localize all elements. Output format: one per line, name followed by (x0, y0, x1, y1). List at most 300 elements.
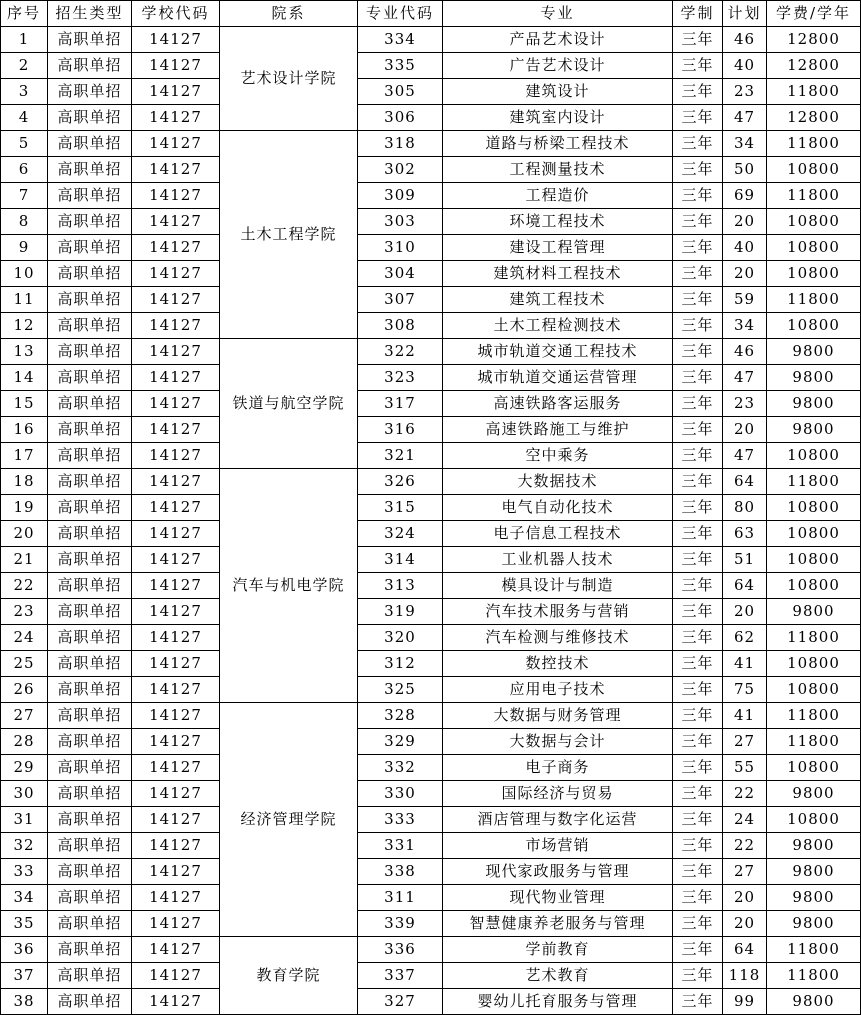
cell-duration: 三年 (673, 183, 723, 209)
cell-duration: 三年 (673, 937, 723, 963)
cell-major: 现代物业管理 (443, 885, 673, 911)
cell-duration: 三年 (673, 755, 723, 781)
cell-seq: 2 (1, 53, 48, 79)
cell-duration: 三年 (673, 703, 723, 729)
cell-school-code: 14127 (132, 547, 220, 573)
table-row (1, 781, 861, 807)
cell-major: 数控技术 (443, 651, 673, 677)
cell-major-code: 318 (358, 131, 443, 157)
cell-department: 艺术设计学院 (220, 27, 358, 131)
table-row (1, 651, 861, 677)
cell-school-code: 14127 (132, 963, 220, 989)
cell-major: 应用电子技术 (443, 677, 673, 703)
cell-enroll-type: 高职单招 (48, 521, 132, 547)
cell-major: 电子商务 (443, 755, 673, 781)
cell-tuition: 12800 (767, 53, 861, 79)
cell-plan: 24 (723, 807, 767, 833)
cell-major-code: 308 (358, 313, 443, 339)
cell-major-code: 322 (358, 339, 443, 365)
cell-duration: 三年 (673, 235, 723, 261)
cell-school-code: 14127 (132, 859, 220, 885)
cell-major: 环境工程技术 (443, 209, 673, 235)
cell-tuition: 9800 (767, 833, 861, 859)
table-row (1, 313, 861, 339)
header-plan: 计划 (723, 1, 767, 27)
cell-tuition: 12800 (767, 105, 861, 131)
cell-plan: 63 (723, 521, 767, 547)
cell-tuition: 11800 (767, 287, 861, 313)
cell-seq: 27 (1, 703, 48, 729)
cell-major-code: 304 (358, 261, 443, 287)
cell-major: 工业机器人技术 (443, 547, 673, 573)
cell-plan: 62 (723, 625, 767, 651)
cell-school-code: 14127 (132, 521, 220, 547)
cell-tuition: 9800 (767, 885, 861, 911)
cell-plan: 40 (723, 235, 767, 261)
cell-tuition: 10800 (767, 235, 861, 261)
cell-major: 建筑材料工程技术 (443, 261, 673, 287)
cell-tuition: 11800 (767, 469, 861, 495)
cell-major-code: 311 (358, 885, 443, 911)
cell-major-code: 305 (358, 79, 443, 105)
cell-plan: 75 (723, 677, 767, 703)
cell-major: 大数据与会计 (443, 729, 673, 755)
cell-duration: 三年 (673, 339, 723, 365)
cell-enroll-type: 高职单招 (48, 625, 132, 651)
cell-duration: 三年 (673, 495, 723, 521)
cell-major: 建设工程管理 (443, 235, 673, 261)
cell-major-code: 338 (358, 859, 443, 885)
cell-enroll-type: 高职单招 (48, 495, 132, 521)
cell-major: 建筑工程技术 (443, 287, 673, 313)
cell-enroll-type: 高职单招 (48, 547, 132, 573)
cell-enroll-type: 高职单招 (48, 963, 132, 989)
cell-school-code: 14127 (132, 651, 220, 677)
cell-major: 婴幼儿托育服务与管理 (443, 989, 673, 1015)
cell-major-code: 329 (358, 729, 443, 755)
cell-enroll-type: 高职单招 (48, 807, 132, 833)
cell-enroll-type: 高职单招 (48, 573, 132, 599)
cell-tuition: 9800 (767, 599, 861, 625)
cell-plan: 20 (723, 209, 767, 235)
table-row (1, 521, 861, 547)
cell-plan: 20 (723, 911, 767, 937)
cell-plan: 80 (723, 495, 767, 521)
cell-department: 汽车与机电学院 (220, 469, 358, 703)
cell-plan: 41 (723, 651, 767, 677)
table-row (1, 495, 861, 521)
cell-duration: 三年 (673, 79, 723, 105)
cell-tuition: 10800 (767, 807, 861, 833)
cell-enroll-type: 高职单招 (48, 27, 132, 53)
table-row (1, 807, 861, 833)
cell-enroll-type: 高职单招 (48, 365, 132, 391)
cell-department: 经济管理学院 (220, 703, 358, 937)
table-body (1, 27, 861, 1015)
cell-tuition: 10800 (767, 755, 861, 781)
cell-major: 市场营销 (443, 833, 673, 859)
cell-tuition: 10800 (767, 443, 861, 469)
cell-seq: 34 (1, 885, 48, 911)
cell-plan: 64 (723, 573, 767, 599)
cell-enroll-type: 高职单招 (48, 833, 132, 859)
table-row (1, 989, 861, 1015)
cell-major-code: 324 (358, 521, 443, 547)
cell-enroll-type: 高职单招 (48, 235, 132, 261)
cell-school-code: 14127 (132, 287, 220, 313)
cell-tuition: 10800 (767, 651, 861, 677)
cell-plan: 20 (723, 885, 767, 911)
cell-tuition: 11800 (767, 937, 861, 963)
cell-duration: 三年 (673, 651, 723, 677)
cell-duration: 三年 (673, 131, 723, 157)
cell-enroll-type: 高职单招 (48, 755, 132, 781)
cell-seq: 28 (1, 729, 48, 755)
cell-school-code: 14127 (132, 677, 220, 703)
cell-school-code: 14127 (132, 573, 220, 599)
table-row (1, 27, 861, 53)
cell-major-code: 339 (358, 911, 443, 937)
cell-major-code: 323 (358, 365, 443, 391)
cell-major: 酒店管理与数字化运营 (443, 807, 673, 833)
cell-duration: 三年 (673, 287, 723, 313)
cell-plan: 47 (723, 365, 767, 391)
cell-duration: 三年 (673, 157, 723, 183)
cell-major: 汽车技术服务与营销 (443, 599, 673, 625)
cell-school-code: 14127 (132, 183, 220, 209)
cell-school-code: 14127 (132, 417, 220, 443)
cell-seq: 14 (1, 365, 48, 391)
cell-major-code: 317 (358, 391, 443, 417)
table-row (1, 339, 861, 365)
cell-duration: 三年 (673, 53, 723, 79)
cell-plan: 27 (723, 859, 767, 885)
cell-duration: 三年 (673, 313, 723, 339)
cell-enroll-type: 高职单招 (48, 417, 132, 443)
cell-tuition: 10800 (767, 521, 861, 547)
cell-school-code: 14127 (132, 131, 220, 157)
cell-plan: 69 (723, 183, 767, 209)
cell-school-code: 14127 (132, 27, 220, 53)
cell-department: 土木工程学院 (220, 131, 358, 339)
header-enroll-type: 招生类型 (48, 1, 132, 27)
cell-seq: 6 (1, 157, 48, 183)
cell-school-code: 14127 (132, 469, 220, 495)
cell-seq: 31 (1, 807, 48, 833)
cell-major: 大数据技术 (443, 469, 673, 495)
cell-major: 广告艺术设计 (443, 53, 673, 79)
header-major: 专业 (443, 1, 673, 27)
cell-duration: 三年 (673, 859, 723, 885)
cell-seq: 20 (1, 521, 48, 547)
cell-tuition: 9800 (767, 781, 861, 807)
cell-school-code: 14127 (132, 989, 220, 1015)
cell-plan: 20 (723, 599, 767, 625)
cell-tuition: 10800 (767, 313, 861, 339)
cell-plan: 64 (723, 469, 767, 495)
cell-seq: 13 (1, 339, 48, 365)
cell-plan: 23 (723, 391, 767, 417)
table-row (1, 573, 861, 599)
cell-seq: 36 (1, 937, 48, 963)
cell-enroll-type: 高职单招 (48, 677, 132, 703)
cell-duration: 三年 (673, 911, 723, 937)
cell-tuition: 11800 (767, 79, 861, 105)
table-row (1, 859, 861, 885)
cell-plan: 47 (723, 443, 767, 469)
cell-school-code: 14127 (132, 885, 220, 911)
cell-school-code: 14127 (132, 495, 220, 521)
cell-enroll-type: 高职单招 (48, 937, 132, 963)
cell-major: 高速铁路客运服务 (443, 391, 673, 417)
cell-seq: 26 (1, 677, 48, 703)
table-row (1, 53, 861, 79)
cell-tuition: 11800 (767, 703, 861, 729)
cell-duration: 三年 (673, 963, 723, 989)
cell-enroll-type: 高职单招 (48, 599, 132, 625)
cell-plan: 34 (723, 131, 767, 157)
cell-major-code: 312 (358, 651, 443, 677)
cell-major: 城市轨道交通运营管理 (443, 365, 673, 391)
cell-plan: 46 (723, 339, 767, 365)
table-header-row (1, 1, 861, 27)
table-row (1, 833, 861, 859)
cell-major-code: 331 (358, 833, 443, 859)
cell-duration: 三年 (673, 209, 723, 235)
cell-major-code: 315 (358, 495, 443, 521)
table-row (1, 599, 861, 625)
table-row (1, 131, 861, 157)
cell-school-code: 14127 (132, 53, 220, 79)
cell-enroll-type: 高职单招 (48, 261, 132, 287)
cell-tuition: 9800 (767, 417, 861, 443)
cell-major: 大数据与财务管理 (443, 703, 673, 729)
cell-school-code: 14127 (132, 313, 220, 339)
cell-school-code: 14127 (132, 599, 220, 625)
cell-major: 工程测量技术 (443, 157, 673, 183)
cell-enroll-type: 高职单招 (48, 703, 132, 729)
cell-plan: 47 (723, 105, 767, 131)
cell-duration: 三年 (673, 365, 723, 391)
cell-plan: 27 (723, 729, 767, 755)
cell-major-code: 327 (358, 989, 443, 1015)
cell-enroll-type: 高职单招 (48, 183, 132, 209)
cell-major: 建筑室内设计 (443, 105, 673, 131)
table-row (1, 963, 861, 989)
cell-seq: 3 (1, 79, 48, 105)
cell-seq: 5 (1, 131, 48, 157)
cell-major: 道路与桥梁工程技术 (443, 131, 673, 157)
cell-major: 学前教育 (443, 937, 673, 963)
cell-school-code: 14127 (132, 755, 220, 781)
cell-enroll-type: 高职单招 (48, 105, 132, 131)
cell-enroll-type: 高职单招 (48, 859, 132, 885)
cell-tuition: 11800 (767, 131, 861, 157)
cell-duration: 三年 (673, 599, 723, 625)
cell-major-code: 313 (358, 573, 443, 599)
cell-major: 电气自动化技术 (443, 495, 673, 521)
cell-plan: 55 (723, 755, 767, 781)
table-row (1, 261, 861, 287)
cell-school-code: 14127 (132, 729, 220, 755)
cell-seq: 12 (1, 313, 48, 339)
header-seq: 序号 (1, 1, 48, 27)
cell-enroll-type: 高职单招 (48, 131, 132, 157)
cell-seq: 22 (1, 573, 48, 599)
table-row (1, 235, 861, 261)
cell-seq: 37 (1, 963, 48, 989)
cell-enroll-type: 高职单招 (48, 313, 132, 339)
cell-major-code: 314 (358, 547, 443, 573)
cell-tuition: 10800 (767, 495, 861, 521)
cell-enroll-type: 高职单招 (48, 911, 132, 937)
cell-seq: 1 (1, 27, 48, 53)
cell-plan: 41 (723, 703, 767, 729)
header-major-code: 专业代码 (358, 1, 443, 27)
cell-major: 智慧健康养老服务与管理 (443, 911, 673, 937)
cell-tuition: 11800 (767, 625, 861, 651)
cell-plan: 20 (723, 417, 767, 443)
cell-major-code: 321 (358, 443, 443, 469)
cell-major: 电子信息工程技术 (443, 521, 673, 547)
cell-major: 工程造价 (443, 183, 673, 209)
cell-seq: 25 (1, 651, 48, 677)
cell-major: 模具设计与制造 (443, 573, 673, 599)
cell-duration: 三年 (673, 521, 723, 547)
cell-tuition: 10800 (767, 157, 861, 183)
cell-seq: 15 (1, 391, 48, 417)
cell-major-code: 306 (358, 105, 443, 131)
table-row (1, 443, 861, 469)
cell-major-code: 333 (358, 807, 443, 833)
cell-major-code: 335 (358, 53, 443, 79)
cell-major-code: 319 (358, 599, 443, 625)
cell-plan: 50 (723, 157, 767, 183)
cell-major-code: 326 (358, 469, 443, 495)
cell-major-code: 302 (358, 157, 443, 183)
cell-enroll-type: 高职单招 (48, 209, 132, 235)
cell-seq: 32 (1, 833, 48, 859)
cell-school-code: 14127 (132, 625, 220, 651)
cell-major-code: 316 (358, 417, 443, 443)
header-duration: 学制 (673, 1, 723, 27)
cell-school-code: 14127 (132, 703, 220, 729)
cell-school-code: 14127 (132, 443, 220, 469)
table-row (1, 79, 861, 105)
cell-duration: 三年 (673, 547, 723, 573)
cell-tuition: 9800 (767, 339, 861, 365)
cell-tuition: 12800 (767, 27, 861, 53)
cell-enroll-type: 高职单招 (48, 53, 132, 79)
cell-enroll-type: 高职单招 (48, 651, 132, 677)
cell-duration: 三年 (673, 573, 723, 599)
table-row (1, 677, 861, 703)
cell-seq: 29 (1, 755, 48, 781)
cell-tuition: 10800 (767, 261, 861, 287)
cell-tuition: 9800 (767, 859, 861, 885)
cell-enroll-type: 高职单招 (48, 443, 132, 469)
cell-plan: 118 (723, 963, 767, 989)
cell-school-code: 14127 (132, 365, 220, 391)
cell-enroll-type: 高职单招 (48, 339, 132, 365)
cell-tuition: 9800 (767, 989, 861, 1015)
cell-enroll-type: 高职单招 (48, 989, 132, 1015)
cell-enroll-type: 高职单招 (48, 469, 132, 495)
cell-major-code: 328 (358, 703, 443, 729)
cell-enroll-type: 高职单招 (48, 391, 132, 417)
cell-duration: 三年 (673, 391, 723, 417)
table-row (1, 625, 861, 651)
cell-enroll-type: 高职单招 (48, 79, 132, 105)
cell-major-code: 330 (358, 781, 443, 807)
cell-school-code: 14127 (132, 79, 220, 105)
cell-seq: 24 (1, 625, 48, 651)
cell-plan: 20 (723, 261, 767, 287)
cell-major-code: 309 (358, 183, 443, 209)
table-row (1, 365, 861, 391)
cell-enroll-type: 高职单招 (48, 781, 132, 807)
cell-major-code: 325 (358, 677, 443, 703)
cell-school-code: 14127 (132, 157, 220, 183)
cell-school-code: 14127 (132, 833, 220, 859)
cell-tuition: 9800 (767, 911, 861, 937)
cell-major: 艺术教育 (443, 963, 673, 989)
cell-major: 国际经济与贸易 (443, 781, 673, 807)
cell-plan: 46 (723, 27, 767, 53)
cell-seq: 38 (1, 989, 48, 1015)
cell-major: 汽车检测与维修技术 (443, 625, 673, 651)
cell-tuition: 11800 (767, 963, 861, 989)
table-row (1, 703, 861, 729)
cell-tuition: 9800 (767, 365, 861, 391)
cell-department: 教育学院 (220, 937, 358, 1015)
cell-school-code: 14127 (132, 937, 220, 963)
cell-seq: 11 (1, 287, 48, 313)
cell-tuition: 10800 (767, 209, 861, 235)
cell-enroll-type: 高职单招 (48, 885, 132, 911)
table-row (1, 937, 861, 963)
cell-major: 现代家政服务与管理 (443, 859, 673, 885)
cell-school-code: 14127 (132, 261, 220, 287)
cell-duration: 三年 (673, 625, 723, 651)
cell-seq: 33 (1, 859, 48, 885)
cell-school-code: 14127 (132, 781, 220, 807)
cell-school-code: 14127 (132, 209, 220, 235)
table-row (1, 911, 861, 937)
table-row (1, 183, 861, 209)
cell-duration: 三年 (673, 729, 723, 755)
cell-duration: 三年 (673, 833, 723, 859)
cell-duration: 三年 (673, 989, 723, 1015)
cell-seq: 8 (1, 209, 48, 235)
cell-major: 高速铁路施工与维护 (443, 417, 673, 443)
table-row (1, 209, 861, 235)
cell-seq: 7 (1, 183, 48, 209)
cell-seq: 23 (1, 599, 48, 625)
cell-major-code: 307 (358, 287, 443, 313)
cell-duration: 三年 (673, 807, 723, 833)
cell-tuition: 9800 (767, 391, 861, 417)
cell-plan: 34 (723, 313, 767, 339)
cell-tuition: 10800 (767, 573, 861, 599)
cell-duration: 三年 (673, 443, 723, 469)
table-row (1, 469, 861, 495)
cell-department: 铁道与航空学院 (220, 339, 358, 469)
cell-plan: 64 (723, 937, 767, 963)
cell-major-code: 332 (358, 755, 443, 781)
cell-duration: 三年 (673, 105, 723, 131)
cell-duration: 三年 (673, 885, 723, 911)
